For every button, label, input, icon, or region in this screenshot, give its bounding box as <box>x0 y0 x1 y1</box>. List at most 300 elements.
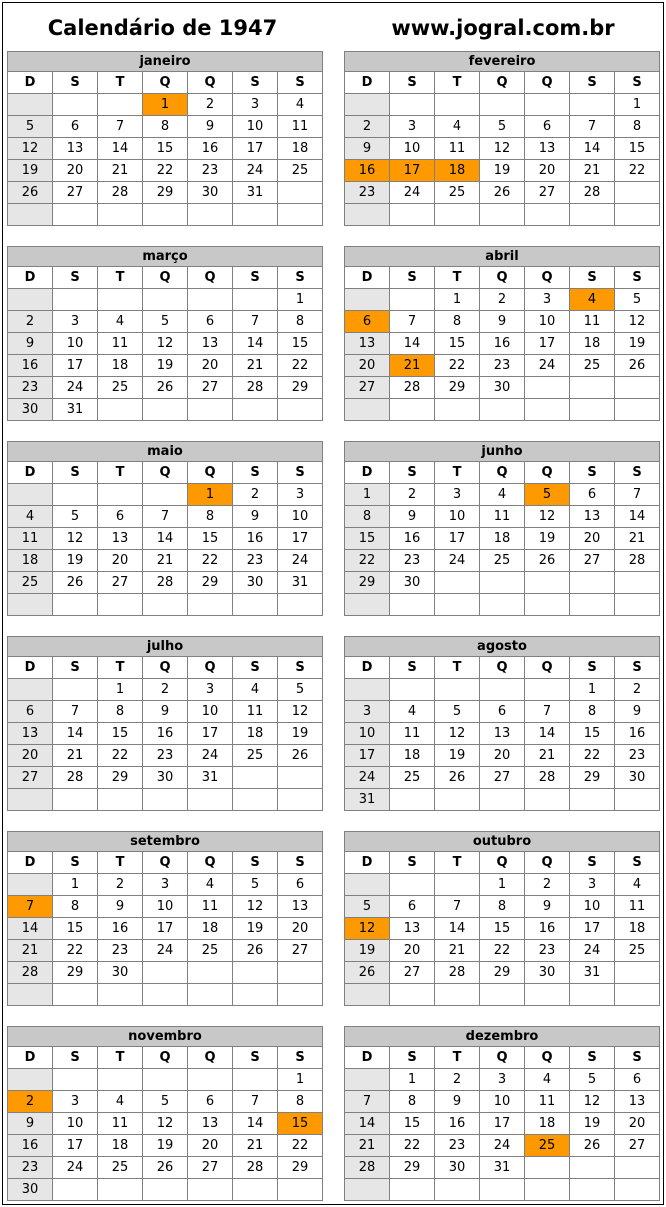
weekday-header: Q <box>525 852 570 874</box>
empty-cell <box>525 984 570 1006</box>
month-table <box>344 831 660 1006</box>
weekday-header: T <box>98 462 143 484</box>
weekday-header: S <box>615 852 660 874</box>
empty-cell <box>390 399 435 421</box>
empty-cell <box>98 984 143 1006</box>
month-name: dezembro <box>345 1027 660 1047</box>
day-cell: 5 <box>615 289 660 311</box>
day-cell: 27 <box>525 182 570 204</box>
empty-cell <box>525 594 570 616</box>
day-cell: 2 <box>435 1069 480 1091</box>
day-cell: 24 <box>390 182 435 204</box>
day-cell: 27 <box>188 377 233 399</box>
month-table <box>344 636 660 811</box>
day-cell: 29 <box>435 377 480 399</box>
day-cell: 25 <box>98 1157 143 1179</box>
day-cell: 1 <box>615 94 660 116</box>
day-cell: 18 <box>98 355 143 377</box>
month-name: maio <box>8 442 323 462</box>
day-cell: 6 <box>525 116 570 138</box>
day-cell: 10 <box>143 896 188 918</box>
day-cell: 2 <box>390 484 435 506</box>
empty-cell <box>8 484 53 506</box>
day-cell: 1 <box>480 874 525 896</box>
day-cell: 22 <box>278 355 323 377</box>
weekday-header: T <box>98 267 143 289</box>
empty-cell <box>188 984 233 1006</box>
weekday-header: S <box>390 1047 435 1069</box>
empty-cell <box>53 94 98 116</box>
day-cell: 11 <box>435 138 480 160</box>
day-cell: 21 <box>615 528 660 550</box>
day-cell: 19 <box>525 528 570 550</box>
weekday-header: S <box>233 1047 278 1069</box>
day-cell: 26 <box>8 182 53 204</box>
day-cell: 22 <box>615 160 660 182</box>
empty-cell <box>570 94 615 116</box>
day-cell: 11 <box>615 896 660 918</box>
day-cell: 10 <box>278 506 323 528</box>
weekday-header: S <box>53 852 98 874</box>
empty-cell <box>98 594 143 616</box>
empty-cell <box>98 484 143 506</box>
weekday-header: T <box>435 462 480 484</box>
empty-cell <box>525 377 570 399</box>
empty-cell <box>143 484 188 506</box>
weekday-header: Q <box>525 72 570 94</box>
day-cell: 18 <box>525 1113 570 1135</box>
day-cell: 20 <box>188 355 233 377</box>
empty-cell <box>8 1069 53 1091</box>
month-block <box>7 636 323 811</box>
day-cell: 9 <box>233 506 278 528</box>
day-cell: 25 <box>188 940 233 962</box>
empty-cell <box>98 399 143 421</box>
day-cell: 5 <box>8 116 53 138</box>
empty-cell <box>390 874 435 896</box>
empty-cell <box>345 874 390 896</box>
day-cell: 25 <box>615 940 660 962</box>
empty-cell <box>570 789 615 811</box>
day-cell: 21 <box>345 1135 390 1157</box>
day-cell: 22 <box>570 745 615 767</box>
holiday-cell: 7 <box>8 896 53 918</box>
day-cell: 16 <box>390 528 435 550</box>
empty-cell <box>390 679 435 701</box>
day-cell: 1 <box>98 679 143 701</box>
day-cell: 14 <box>525 723 570 745</box>
month-block <box>7 246 323 421</box>
day-cell: 19 <box>345 940 390 962</box>
empty-cell <box>53 984 98 1006</box>
day-cell: 13 <box>188 333 233 355</box>
day-cell: 10 <box>188 701 233 723</box>
day-cell: 28 <box>345 1157 390 1179</box>
day-cell: 21 <box>233 1135 278 1157</box>
day-cell: 20 <box>278 918 323 940</box>
day-cell: 2 <box>8 311 53 333</box>
day-cell: 29 <box>278 1157 323 1179</box>
weekday-header: Q <box>143 1047 188 1069</box>
day-cell: 15 <box>143 138 188 160</box>
empty-cell <box>8 94 53 116</box>
weekday-header: Q <box>143 852 188 874</box>
weekday-header: Q <box>143 267 188 289</box>
day-cell: 4 <box>435 116 480 138</box>
day-cell: 23 <box>8 1157 53 1179</box>
day-cell: 15 <box>480 918 525 940</box>
empty-cell <box>8 679 53 701</box>
empty-cell <box>98 204 143 226</box>
weekday-header: S <box>278 852 323 874</box>
day-cell: 14 <box>435 918 480 940</box>
day-cell: 20 <box>8 745 53 767</box>
day-cell: 3 <box>53 311 98 333</box>
day-cell: 30 <box>480 377 525 399</box>
day-cell: 26 <box>480 182 525 204</box>
empty-cell <box>143 1069 188 1091</box>
holiday-cell: 17 <box>390 160 435 182</box>
empty-cell <box>480 789 525 811</box>
day-cell: 29 <box>278 377 323 399</box>
day-cell: 22 <box>143 160 188 182</box>
month-name: agosto <box>345 637 660 657</box>
empty-cell <box>143 962 188 984</box>
day-cell: 13 <box>480 723 525 745</box>
day-cell: 8 <box>345 506 390 528</box>
day-cell: 4 <box>615 874 660 896</box>
weekday-header: S <box>278 1047 323 1069</box>
month-block <box>344 246 660 421</box>
day-cell: 26 <box>615 355 660 377</box>
day-cell: 19 <box>570 1113 615 1135</box>
day-cell: 9 <box>525 896 570 918</box>
empty-cell <box>53 289 98 311</box>
day-cell: 6 <box>480 701 525 723</box>
empty-cell <box>615 962 660 984</box>
empty-cell <box>233 594 278 616</box>
day-cell: 17 <box>525 333 570 355</box>
day-cell: 17 <box>345 745 390 767</box>
day-cell: 9 <box>143 701 188 723</box>
day-cell: 20 <box>188 1135 233 1157</box>
empty-cell <box>233 289 278 311</box>
day-cell: 17 <box>480 1113 525 1135</box>
weekday-header: T <box>435 657 480 679</box>
weekday-header: D <box>8 72 53 94</box>
month-block <box>344 1026 660 1201</box>
day-cell: 20 <box>615 1113 660 1135</box>
day-cell: 7 <box>233 1091 278 1113</box>
weekday-header: S <box>53 1047 98 1069</box>
month-table <box>7 636 323 811</box>
empty-cell <box>98 289 143 311</box>
weekday-header: S <box>390 852 435 874</box>
day-cell: 11 <box>98 1113 143 1135</box>
day-cell: 26 <box>570 1135 615 1157</box>
empty-cell <box>143 789 188 811</box>
day-cell: 11 <box>98 333 143 355</box>
empty-cell <box>8 789 53 811</box>
day-cell: 2 <box>188 94 233 116</box>
weekday-header: S <box>53 267 98 289</box>
day-cell: 22 <box>390 1135 435 1157</box>
day-cell: 1 <box>53 874 98 896</box>
day-cell: 29 <box>570 767 615 789</box>
month-block <box>7 1026 323 1201</box>
day-cell: 3 <box>53 1091 98 1113</box>
day-cell: 5 <box>480 116 525 138</box>
holiday-cell: 25 <box>525 1135 570 1157</box>
day-cell: 29 <box>390 1157 435 1179</box>
day-cell: 16 <box>188 138 233 160</box>
weekday-header: Q <box>480 72 525 94</box>
day-cell: 31 <box>345 789 390 811</box>
weekday-header: D <box>8 852 53 874</box>
day-cell: 24 <box>345 767 390 789</box>
day-cell: 2 <box>233 484 278 506</box>
empty-cell <box>435 789 480 811</box>
day-cell: 13 <box>188 1113 233 1135</box>
empty-cell <box>570 377 615 399</box>
day-cell: 29 <box>98 767 143 789</box>
weekday-header: D <box>8 1047 53 1069</box>
empty-cell <box>53 1069 98 1091</box>
day-cell: 6 <box>570 484 615 506</box>
day-cell: 12 <box>233 896 278 918</box>
weekday-header: Q <box>480 657 525 679</box>
weekday-header: D <box>345 72 390 94</box>
day-cell: 31 <box>480 1157 525 1179</box>
holiday-cell: 2 <box>8 1091 53 1113</box>
day-cell: 17 <box>278 528 323 550</box>
weekday-header: Q <box>525 1047 570 1069</box>
day-cell: 24 <box>435 550 480 572</box>
day-cell: 24 <box>480 1135 525 1157</box>
day-cell: 16 <box>98 918 143 940</box>
day-cell: 6 <box>53 116 98 138</box>
day-cell: 8 <box>98 701 143 723</box>
day-cell: 27 <box>98 572 143 594</box>
day-cell: 28 <box>525 767 570 789</box>
day-cell: 22 <box>53 940 98 962</box>
empty-cell <box>525 789 570 811</box>
day-cell: 10 <box>53 1113 98 1135</box>
day-cell: 11 <box>570 311 615 333</box>
weekday-header: T <box>98 657 143 679</box>
weekday-header: S <box>390 657 435 679</box>
day-cell: 11 <box>278 116 323 138</box>
day-cell: 17 <box>53 1135 98 1157</box>
day-cell: 6 <box>615 1069 660 1091</box>
empty-cell <box>570 594 615 616</box>
day-cell: 23 <box>233 550 278 572</box>
day-cell: 10 <box>345 723 390 745</box>
day-cell: 13 <box>8 723 53 745</box>
day-cell: 3 <box>345 701 390 723</box>
empty-cell <box>98 789 143 811</box>
day-cell: 8 <box>278 1091 323 1113</box>
day-cell: 30 <box>435 1157 480 1179</box>
day-cell: 23 <box>390 550 435 572</box>
month-name: março <box>8 247 323 267</box>
day-cell: 16 <box>480 333 525 355</box>
day-cell: 12 <box>480 138 525 160</box>
empty-cell <box>480 94 525 116</box>
weekday-header: S <box>53 72 98 94</box>
empty-cell <box>615 399 660 421</box>
empty-cell <box>345 1179 390 1201</box>
day-cell: 16 <box>8 355 53 377</box>
empty-cell <box>435 679 480 701</box>
month-name: janeiro <box>8 52 323 72</box>
day-cell: 28 <box>233 377 278 399</box>
day-cell: 6 <box>188 1091 233 1113</box>
weekday-header: S <box>278 657 323 679</box>
empty-cell <box>525 399 570 421</box>
empty-cell <box>188 399 233 421</box>
month-table <box>344 246 660 421</box>
day-cell: 16 <box>233 528 278 550</box>
day-cell: 25 <box>98 377 143 399</box>
day-cell: 24 <box>53 377 98 399</box>
empty-cell <box>570 984 615 1006</box>
day-cell: 21 <box>53 745 98 767</box>
day-cell: 5 <box>53 506 98 528</box>
day-cell: 13 <box>98 528 143 550</box>
weekday-header: S <box>570 72 615 94</box>
day-cell: 9 <box>480 311 525 333</box>
day-cell: 7 <box>525 701 570 723</box>
day-cell: 22 <box>188 550 233 572</box>
day-cell: 1 <box>278 289 323 311</box>
empty-cell <box>525 1157 570 1179</box>
day-cell: 25 <box>278 160 323 182</box>
empty-cell <box>525 572 570 594</box>
weekday-header: S <box>570 657 615 679</box>
day-cell: 31 <box>278 572 323 594</box>
month-table <box>7 1026 323 1201</box>
day-cell: 27 <box>8 767 53 789</box>
weekday-header: D <box>8 267 53 289</box>
month-table <box>344 441 660 616</box>
empty-cell <box>278 767 323 789</box>
month-block <box>7 441 323 616</box>
day-cell: 18 <box>278 138 323 160</box>
day-cell: 15 <box>435 333 480 355</box>
empty-cell <box>570 204 615 226</box>
month-name: abril <box>345 247 660 267</box>
empty-cell <box>615 1179 660 1201</box>
empty-cell <box>345 594 390 616</box>
day-cell: 26 <box>143 377 188 399</box>
day-cell: 5 <box>278 679 323 701</box>
empty-cell <box>278 399 323 421</box>
empty-cell <box>435 94 480 116</box>
weekday-header: Q <box>188 72 233 94</box>
weekday-header: S <box>615 1047 660 1069</box>
empty-cell <box>480 204 525 226</box>
weekday-header: Q <box>188 462 233 484</box>
day-cell: 13 <box>390 918 435 940</box>
month-name: setembro <box>8 832 323 852</box>
weekday-header: Q <box>480 267 525 289</box>
day-cell: 27 <box>480 767 525 789</box>
day-cell: 6 <box>390 896 435 918</box>
weekday-header: S <box>570 1047 615 1069</box>
day-cell: 23 <box>435 1135 480 1157</box>
empty-cell <box>480 1179 525 1201</box>
empty-cell <box>615 984 660 1006</box>
day-cell: 20 <box>98 550 143 572</box>
day-cell: 2 <box>345 116 390 138</box>
day-cell: 23 <box>143 745 188 767</box>
weekday-header: S <box>53 462 98 484</box>
day-cell: 12 <box>53 528 98 550</box>
day-cell: 10 <box>390 138 435 160</box>
day-cell: 4 <box>480 484 525 506</box>
day-cell: 15 <box>615 138 660 160</box>
weekday-header: S <box>390 267 435 289</box>
day-cell: 2 <box>480 289 525 311</box>
empty-cell <box>390 204 435 226</box>
empty-cell <box>525 1179 570 1201</box>
day-cell: 5 <box>143 311 188 333</box>
empty-cell <box>480 679 525 701</box>
day-cell: 7 <box>143 506 188 528</box>
day-cell: 28 <box>98 182 143 204</box>
weekday-header: Q <box>525 267 570 289</box>
day-cell: 7 <box>435 896 480 918</box>
empty-cell <box>525 679 570 701</box>
empty-cell <box>188 594 233 616</box>
day-cell: 30 <box>390 572 435 594</box>
day-cell: 25 <box>480 550 525 572</box>
weekday-header: Q <box>188 1047 233 1069</box>
empty-cell <box>143 984 188 1006</box>
day-cell: 1 <box>570 679 615 701</box>
empty-cell <box>188 962 233 984</box>
day-cell: 11 <box>525 1091 570 1113</box>
weekday-header: Q <box>480 852 525 874</box>
day-cell: 12 <box>615 311 660 333</box>
day-cell: 27 <box>390 962 435 984</box>
day-cell: 27 <box>278 940 323 962</box>
day-cell: 6 <box>188 311 233 333</box>
day-cell: 4 <box>188 874 233 896</box>
day-cell: 20 <box>480 745 525 767</box>
weekday-header: S <box>615 462 660 484</box>
day-cell: 5 <box>233 874 278 896</box>
weekday-header: T <box>435 267 480 289</box>
day-cell: 3 <box>233 94 278 116</box>
empty-cell <box>8 594 53 616</box>
day-cell: 31 <box>233 182 278 204</box>
day-cell: 27 <box>53 182 98 204</box>
empty-cell <box>435 984 480 1006</box>
weekday-header: D <box>345 462 390 484</box>
holiday-cell: 5 <box>525 484 570 506</box>
empty-cell <box>233 399 278 421</box>
weekday-header: Q <box>480 1047 525 1069</box>
empty-cell <box>233 767 278 789</box>
empty-cell <box>345 399 390 421</box>
month-name: fevereiro <box>345 52 660 72</box>
day-cell: 4 <box>8 506 53 528</box>
weekday-header: S <box>233 72 278 94</box>
day-cell: 15 <box>53 918 98 940</box>
day-cell: 18 <box>188 918 233 940</box>
